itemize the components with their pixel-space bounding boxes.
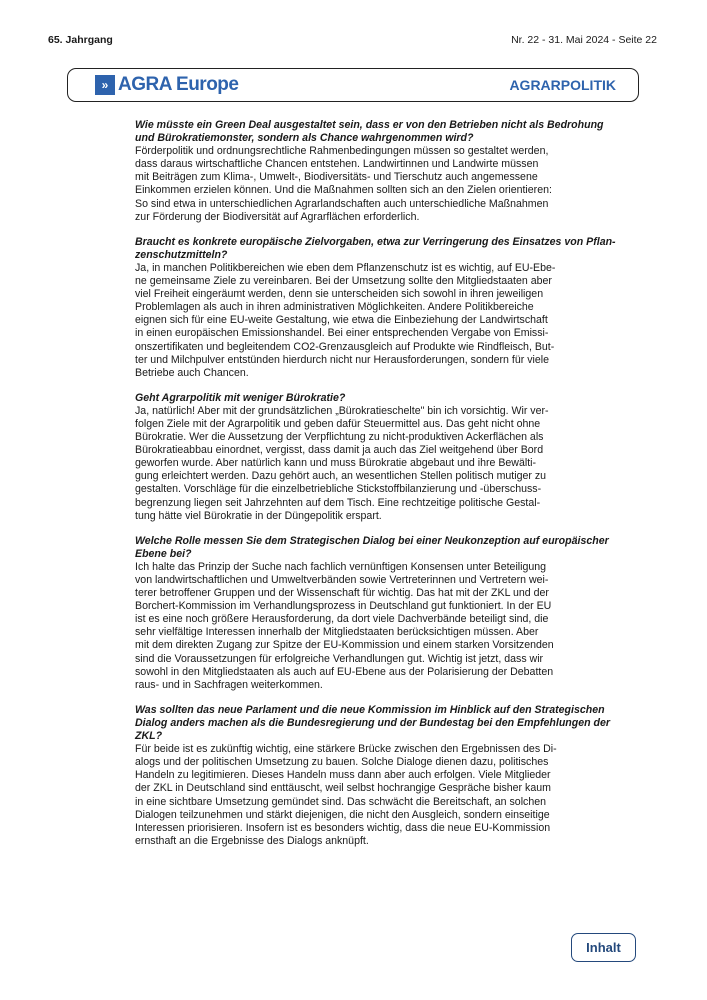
answer-line: ernsthaft an die Ergebnisse des Dialogs anknüpft. — [135, 834, 369, 847]
question-line: Welche Rolle messen Sie dem Strategischen Dialog bei einer Neukonzeption auf europäischer — [135, 534, 609, 547]
answer-line: onszertifikaten und begleitendem CO2-Grenzausgleich auf Produkte wie Rindfleisch, But- — [135, 340, 555, 353]
answer-line: mit Beiträgen zum Klima-, Umwelt-, Biodiversitäts- und Tierschutz auch angemessene — [135, 171, 538, 184]
answer-line: in einen europäischen Emissionshandel. Bei einer entsprechenden Vergabe von Emissi- — [135, 327, 549, 340]
answer-line: gestalten. Vorschläge für die einzelbetriebliche Stickstoffbilanzierung und -überschuss- — [135, 483, 542, 496]
answer-line: Bürokratie. Wer die Aussetzung der Verpflichtung zu nicht-produktiven Ackerflächen als — [135, 431, 544, 444]
answer-line: raus- und in Sachfragen weiterkommen. — [135, 678, 323, 691]
section-title: AGRARPOLITIK — [509, 77, 616, 93]
answer-line: Bürokratieabbau einordnet, vergisst, dass damit ja auch das Ziel weitgehend über Bord — [135, 444, 544, 457]
answer-line: Borchert-Kommission im Verhandlungsprozess in Deutschland gut funktioniert. In der EU — [135, 600, 552, 613]
answer-line: sind die Voraussetzungen für erfolgreiche Verhandlungen gut. Wichtig ist jetzt, dass wir — [135, 652, 544, 665]
answer-line: terer betroffener Gruppen und der Wissenschaft für wichtig. Das hat mit der ZKL und der — [135, 587, 549, 600]
page-header — [67, 68, 639, 102]
interview-article — [135, 119, 616, 860]
answer-line: zur Förderung der Biodiversität auf Agrarflächen erforderlich. — [135, 210, 420, 223]
answer-line: ne gemeinsame Ziele zu vereinbaren. Bei der Umsetzung sollte den Mitgliedstaaten aber — [135, 275, 552, 288]
answer-line: ist es eine noch größere Herausforderung, da dort viele Dachverbände beteiligt sind, die — [135, 613, 549, 626]
answer-line: Ja, in manchen Politikbereichen wie eben dem Pflanzenschutz ist es wichtig, auf EU-Ebe- — [135, 261, 556, 274]
question-line: zenschutzmitteln? — [135, 248, 228, 261]
answer-line: alogs und der politischen Umsetzung zu bauen. Solche Dialoge dienen dazu, politisches — [135, 756, 549, 769]
question-line: Braucht es konkrete europäische Zielvorgaben, etwa zur Verringerung des Einsatzes von Pflan- — [135, 235, 616, 248]
question-line: Geht Agrarpolitik mit weniger Bürokratie? — [135, 391, 346, 404]
answer-line: Problemlagen als auch in ihren administrativen Möglichkeiten. Andere Politikbereiche — [135, 301, 534, 314]
answer-line: sowohl in den Mitgliedstaaten als auch auf EU-Ebene aus der Polarisierung der Debatten — [135, 665, 554, 678]
question-line: Was sollten das neue Parlament und die neue Kommission im Hinblick auf den Strategischen — [135, 703, 605, 716]
answer-line: dass daraus wirtschaftliche Chancen entstehen. Landwirtinnen und Landwirte müssen — [135, 158, 539, 171]
inhalt-button[interactable]: Inhalt — [571, 933, 636, 962]
answer-line: ter und Milchpulver entstünden hierdurch nicht nur Herausforderungen, sondern für viele — [135, 353, 549, 366]
qa-block — [135, 392, 585, 523]
question — [135, 392, 585, 405]
answer-line: Förderpolitik und ordnungsrechtliche Rahmenbedingungen müssen so gestaltet werden, — [135, 145, 549, 158]
qa-block — [135, 235, 616, 380]
answer — [135, 145, 585, 224]
qa-block — [135, 703, 611, 848]
answer — [135, 561, 585, 692]
answer-line: Einkommen erzielen können. Und die Maßnahmen sollten sich an den Zielen orientieren: — [135, 184, 552, 197]
answer-line: mit dem direkten Zugang zur Spitze der EU-Kommission und einem starken Vorsitzenden — [135, 639, 554, 652]
volume-label: 65. Jahrgang — [48, 34, 113, 46]
answer-line: Ja, natürlich! Aber mit der grundsätzlichen „Bürokratieschelte" bin ich vorsichtig. Wir ver- — [135, 404, 549, 417]
answer-line: Dialogen teilzunehmen und stärkt diejenigen, die nicht den Ausgleich, sondern einseitige — [135, 808, 550, 821]
answer-line: Interessen priorisieren. Insofern ist es besonders wichtig, dass die neue EU-Kommission — [135, 821, 551, 834]
agra-europe-logo — [95, 74, 238, 96]
answer-line: von landwirtschaftlichen und Umweltverbänden sowie Vertreterinnen und Vertretern wei- — [135, 574, 549, 586]
answer — [135, 405, 585, 523]
answer-line: Betriebe auch Chancen. — [135, 366, 249, 379]
question-line: Dialog anders machen als die Bundesregierung und der Bundestag bei den Empfehlungen der — [135, 716, 611, 729]
answer-line: Für beide ist es zukünftig wichtig, eine stärkere Brücke zwischen den Ergebnissen des Di- — [135, 743, 557, 756]
question-line: Wie müsste ein Green Deal ausgestaltet sein, dass er von den Betrieben nicht als Bedrohung — [135, 119, 604, 131]
qa-block — [135, 119, 604, 224]
answer — [135, 262, 585, 380]
question-line: ZKL? — [135, 730, 163, 743]
answer — [135, 743, 585, 848]
answer-line: eignen sich für eine EU-weite Gestaltung, wie etwa die Einbeziehung der Landwirtschaft — [135, 314, 548, 327]
answer-line: viel Freiheit eingeräumt werden, denn sie unterscheiden sich sowohl in ihren jeweiligen — [135, 288, 544, 301]
answer-line: begrenzung liegen seit Jahrzehnten auf dem Tisch. Eine rechtzeitige politische Gestal- — [135, 496, 541, 509]
question — [135, 119, 604, 145]
answer-line: in eine sichtbare Umsetzung gemündet sind. Das schwächt die Bereitschaft, an solchen — [135, 795, 547, 808]
logo-text: AGRA Europe — [118, 74, 239, 95]
qa-block — [135, 534, 609, 692]
logo-arrows-icon: » — [95, 75, 115, 95]
answer-line: folgen Ziele mit der Agrarpolitik und geben dafür Steuermittel aus. Das geht nicht ohne — [135, 417, 541, 430]
answer-line: Handeln zu legitimieren. Dieses Handeln muss dann aber auch erfolgen. Viele Mitglieder — [135, 769, 551, 782]
answer-line: tung hätte viel Bürokratie in der Düngepolitik erspart. — [135, 509, 382, 522]
question — [135, 534, 609, 561]
question — [135, 235, 616, 262]
question — [135, 703, 611, 743]
answer-line: gung erleichtert werden. Dazu gehört auch, an wesentlichen Stellen politisch mutiger zu — [135, 470, 547, 483]
answer-line: sehr vielfältige Interessen innerhalb der Mitgliedstaaten berücksichtigen müssen. Aber — [135, 626, 539, 639]
question-line: Ebene bei? — [135, 547, 192, 560]
answer-line: Ich halte das Prinzip der Suche nach fachlich vernünftigen Konsensen unter Beteiligung — [135, 560, 547, 573]
question-line: und Bürokratiemonster, sondern als Chance wahrgenommen wird? — [135, 132, 474, 145]
answer-line: der ZKL in Deutschland sind enttäuscht, weil selbst hochrangige Gespräche bisher kaum — [135, 782, 551, 795]
answer-line: So sind etwa in unterschiedlichen Agrarlandschaften auch unterschiedliche Maßnahmen — [135, 197, 549, 210]
answer-line: geworfen wurde. Aber natürlich kann und muss Bürokratie abgebaut und ihre Bewälti- — [135, 457, 537, 470]
issue-info: Nr. 22 - 31. Mai 2024 - Seite 22 — [511, 34, 657, 46]
